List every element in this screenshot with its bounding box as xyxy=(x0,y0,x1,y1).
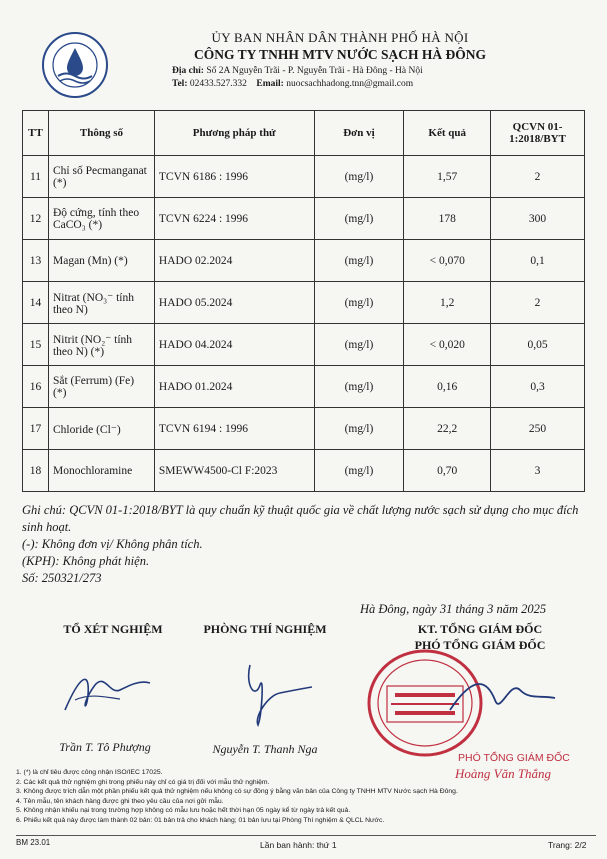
cell-unit: (mg/l) xyxy=(314,156,404,198)
table-row xyxy=(23,240,585,282)
cell-tt: 18 xyxy=(23,450,49,492)
edition-label: Lần ban hành: thứ 1 xyxy=(260,840,337,850)
cell-result: 0,70 xyxy=(404,450,491,492)
col-limit: QCVN 01-1:2018/BYT xyxy=(491,111,585,156)
col-tt: TT xyxy=(23,111,49,156)
cell-method: HADO 02.2024 xyxy=(154,240,314,282)
cell-method: TCVN 6194 : 1996 xyxy=(154,408,314,450)
cell-tt: 17 xyxy=(23,408,49,450)
cell-limit: 0,1 xyxy=(491,240,585,282)
cell-result: < 0,070 xyxy=(404,240,491,282)
cell-limit: 0,05 xyxy=(491,324,585,366)
notes-block xyxy=(22,502,592,587)
cell-unit: (mg/l) xyxy=(314,198,404,240)
cell-param: Độ cứng, tính theo CaCO₃ (*) xyxy=(48,198,154,240)
title-kt-director: KT. TỔNG GIÁM ĐỐC xyxy=(417,622,543,636)
cell-method: HADO 01.2024 xyxy=(154,366,314,408)
table-row xyxy=(23,198,585,240)
note-dash: (-): Không đơn vị/ Không phân tích. xyxy=(22,537,203,551)
cell-tt: 13 xyxy=(23,240,49,282)
cell-tt: 12 xyxy=(23,198,49,240)
authority-name: ỦY BAN NHÂN DÂN THÀNH PHỐ HÀ NỘI xyxy=(211,30,469,45)
table-row xyxy=(23,324,585,366)
company-logo xyxy=(42,32,108,98)
title-laboratory: PHÒNG THÍ NGHIỆM xyxy=(203,622,327,636)
title-deputy-director: PHÓ TỔNG GIÁM ĐỐC xyxy=(414,638,546,652)
cell-method: HADO 04.2024 xyxy=(154,324,314,366)
name-laboratory: Nguyễn T. Thanh Nga xyxy=(212,742,318,756)
cell-limit: 2 xyxy=(491,156,585,198)
footnote: 5. Không nhận khiếu nại trong trường hợp không có mẫu lưu hoặc hết thời hạn 05 ngày kể từ ngày trả kết quả. xyxy=(16,807,351,815)
address-line: Địa chỉ: Số 2A Nguyễn Trãi - P. Nguyễn Trãi - Hà Đông - Hà Nội xyxy=(172,66,423,76)
cell-param: Chỉ số Pecmanganat (*) xyxy=(48,156,154,198)
cell-limit: 300 xyxy=(491,198,585,240)
footnote: 3. Không được trích dẫn một phần phiếu kết quả thử nghiệm nếu không có sự đồng ý bằng văn bản của Công ty TNHH MTV Nước sạch Hà Đông. xyxy=(16,788,458,796)
cell-unit: (mg/l) xyxy=(314,324,404,366)
cell-param: Magan (Mn) (*) xyxy=(48,240,154,282)
table-header-row xyxy=(23,111,585,156)
cell-limit: 3 xyxy=(491,450,585,492)
director-name: Hoàng Văn Thắng xyxy=(455,766,552,781)
stamp-role: PHÓ TỔNG GIÁM ĐỐC xyxy=(458,752,570,764)
cell-param: Nitrat (NO₃⁻ tính theo N) xyxy=(48,282,154,324)
cell-result: 0,16 xyxy=(404,366,491,408)
company-name: CÔNG TY TNHH MTV NƯỚC SẠCH HÀ ĐÔNG xyxy=(194,47,486,62)
cell-tt: 16 xyxy=(23,366,49,408)
cell-limit: 250 xyxy=(491,408,585,450)
cell-result: < 0,020 xyxy=(404,324,491,366)
cell-method: SMEWW4500-Cl F:2023 xyxy=(154,450,314,492)
cell-result: 1,57 xyxy=(404,156,491,198)
cell-result: 22,2 xyxy=(404,408,491,450)
cell-param: Nitrit (NO₂⁻ tính theo N) (*) xyxy=(48,324,154,366)
col-result: Kết quả xyxy=(404,111,491,156)
cell-unit: (mg/l) xyxy=(314,450,404,492)
cell-param: Monochloramine xyxy=(48,450,154,492)
table-row xyxy=(23,282,585,324)
col-method: Phương pháp thử xyxy=(154,111,314,156)
footnote: 1. (*) là chỉ tiêu được công nhận ISO/IEC 17025. xyxy=(16,769,163,776)
name-lab-team: Trần T. Tô Phượng xyxy=(59,740,151,754)
footnote: 4. Tên mẫu, tên khách hàng được ghi theo yêu cầu của nơi gửi mẫu. xyxy=(16,797,224,805)
form-code: BM 23.01 xyxy=(16,838,51,847)
cell-method: TCVN 6224 : 1996 xyxy=(154,198,314,240)
cell-param: Sắt (Ferrum) (Fe) (*) xyxy=(48,366,154,408)
table-row xyxy=(23,450,585,492)
cell-unit: (mg/l) xyxy=(314,240,404,282)
note-kph: (KPH): Không phát hiện. xyxy=(22,554,150,568)
signature-right xyxy=(440,660,560,720)
table-row xyxy=(23,156,585,198)
letterhead xyxy=(120,30,560,89)
table-row xyxy=(23,366,585,408)
cell-limit: 0,3 xyxy=(491,366,585,408)
cell-param: Chloride (Cl⁻) xyxy=(48,408,154,450)
footnote: 6. Phiếu kết quả này được làm thành 02 bản: 01 bản trả cho khách hàng; 01 bản lưu tại Phòng Thí nghiệm & QLCL Nước. xyxy=(16,816,385,824)
cell-unit: (mg/l) xyxy=(314,282,404,324)
cell-tt: 14 xyxy=(23,282,49,324)
col-param: Thông số xyxy=(48,111,154,156)
signature-mid xyxy=(220,655,320,730)
cell-method: HADO 05.2024 xyxy=(154,282,314,324)
footnotes xyxy=(16,768,596,826)
cell-result: 1,2 xyxy=(404,282,491,324)
cell-tt: 11 xyxy=(23,156,49,198)
title-lab-team: TỔ XÉT NGHIỆM xyxy=(63,622,163,636)
date-line: Hà Đông, ngày 31 tháng 3 năm 2025 xyxy=(360,602,547,616)
results-table xyxy=(22,110,585,492)
cell-method: TCVN 6186 : 1996 xyxy=(154,156,314,198)
page-number: Trang: 2/2 xyxy=(548,840,587,850)
note-standard: Ghi chú: QCVN 01-1:2018/BYT là quy chuẩn kỹ thuật quốc gia về chất lượng nước sạch sử dụng cho mục đích sinh hoạt. xyxy=(22,503,579,534)
signature-left xyxy=(50,655,160,725)
col-unit: Đơn vị xyxy=(314,111,404,156)
cell-result: 178 xyxy=(404,198,491,240)
report-number: Số: 250321/273 xyxy=(22,571,102,585)
cell-tt: 15 xyxy=(23,324,49,366)
footnote: 2. Các kết quả thử nghiệm ghi trong phiếu này chỉ có giá trị đối với mẫu thử nghiệm. xyxy=(16,778,270,786)
cell-unit: (mg/l) xyxy=(314,366,404,408)
contact-line: Tel: 02433.527.332 Email: nuocsachhadong.tnn@gmail.com xyxy=(172,79,414,89)
cell-unit: (mg/l) xyxy=(314,408,404,450)
footer-divider xyxy=(16,835,596,836)
cell-limit: 2 xyxy=(491,282,585,324)
table-row xyxy=(23,408,585,450)
